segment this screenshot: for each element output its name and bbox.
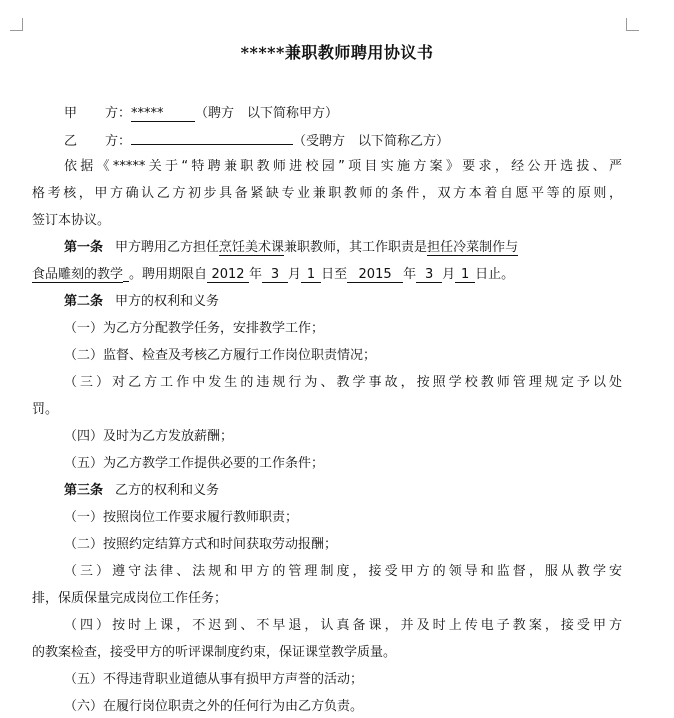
article-2-item: （五）为乙方教学工作提供必要的工作条件；: [64, 456, 325, 471]
party-b-value: [131, 144, 293, 145]
end-year: 2015: [347, 267, 403, 283]
article-2-item: （二）监督、检查及考核乙方履行工作岗位职责情况；: [64, 348, 377, 363]
article-3-title: 乙方的权利和义务: [115, 483, 220, 498]
party-a-label-b: 方：: [105, 106, 132, 121]
article-1-heading: 第一条: [64, 240, 104, 255]
article-2-heading: 第二条: [64, 294, 104, 309]
intro-line: 格考核，甲方确认乙方初步具备紧缺专业兼职教师的条件，双方本着自愿平等的原则，: [32, 186, 622, 201]
article-1-duty: 食品雕刻的教学: [32, 267, 124, 282]
article-2-heading-line: [64, 293, 219, 311]
article-2-item: （三）对乙方工作中发生的违规行为、教学事故，按照学校教师管理规定予以处: [64, 375, 622, 390]
article-2-item: 罚。: [32, 402, 59, 417]
article-1-text: 甲方聘用乙方担任: [115, 240, 220, 255]
article-1-course: 烹饪美术课: [219, 240, 285, 255]
page-corner-mark-right: [626, 18, 639, 31]
start-day: 1: [301, 267, 321, 283]
start-year: 2012: [207, 267, 249, 283]
party-b-line: [64, 133, 449, 151]
party-b-note: （受聘方 以下简称乙方）: [293, 134, 450, 149]
article-3-item: （一）按照岗位工作要求履行教师职责；: [64, 510, 299, 525]
article-1-text: 日至: [321, 267, 348, 282]
month-label: 月: [288, 267, 302, 282]
article-1-duty: 担任冷菜制作与: [427, 240, 519, 255]
intro-line: 签订本协议。: [32, 213, 111, 228]
article-3-item: （四）按时上课，不迟到、不早退，认真备课，并及时上传电子教案，接受甲方: [64, 618, 622, 633]
party-b-label-a: 乙: [64, 134, 78, 149]
party-b-label-b: 方：: [105, 134, 132, 149]
month-label: 月: [442, 267, 456, 282]
article-3-item: 的教案检查，接受甲方的听评课制度约束，保证课堂教学质量。: [32, 645, 397, 660]
article-3-item: 排，保质保量完成岗位工作任务；: [32, 591, 228, 606]
end-day: 1: [455, 267, 475, 283]
article-1-line-1: [64, 239, 518, 257]
article-2-item: （四）及时为乙方发放薪酬；: [64, 429, 234, 444]
article-3-heading-line: [64, 482, 219, 500]
page-corner-mark-left: [10, 18, 23, 31]
intro-line: 依据《*****关于“特聘兼职教师进校园”项目实施方案》要求，经公开选拔、严: [64, 159, 622, 174]
article-2-title: 甲方的权利和义务: [115, 294, 220, 309]
document-title: *****兼职教师聘用协议书: [240, 43, 434, 62]
party-a-label-a: 甲: [64, 106, 78, 121]
article-3-item: （六）在履行岗位职责之外的任何行为由乙方负责。: [64, 699, 364, 714]
article-1-text: 日止。: [475, 267, 515, 282]
article-3-heading: 第三条: [64, 483, 104, 498]
party-a-note: （聘方 以下简称甲方）: [195, 106, 339, 121]
year-label: 年: [249, 267, 263, 282]
article-1-text: 。聘用期限自: [129, 267, 208, 282]
end-month: 3: [416, 267, 442, 283]
party-a-line: [64, 105, 338, 123]
article-3-item: （三）遵守法律、法规和甲方的管理制度，接受甲方的领导和监督，服从教学安: [64, 564, 622, 579]
article-3-item: （五）不得违背职业道德从事有损甲方声誉的活动；: [64, 672, 364, 687]
article-1-text: 兼职教师，其工作职责是: [284, 240, 428, 255]
article-3-item: （二）按照约定结算方式和时间获取劳动报酬；: [64, 537, 338, 552]
year-label: 年: [403, 267, 417, 282]
start-month: 3: [262, 267, 288, 283]
article-2-item: （一）为乙方分配教学任务，安排教学工作；: [64, 321, 325, 336]
party-a-value: *****: [131, 106, 195, 122]
article-1-line-2: [32, 266, 514, 284]
